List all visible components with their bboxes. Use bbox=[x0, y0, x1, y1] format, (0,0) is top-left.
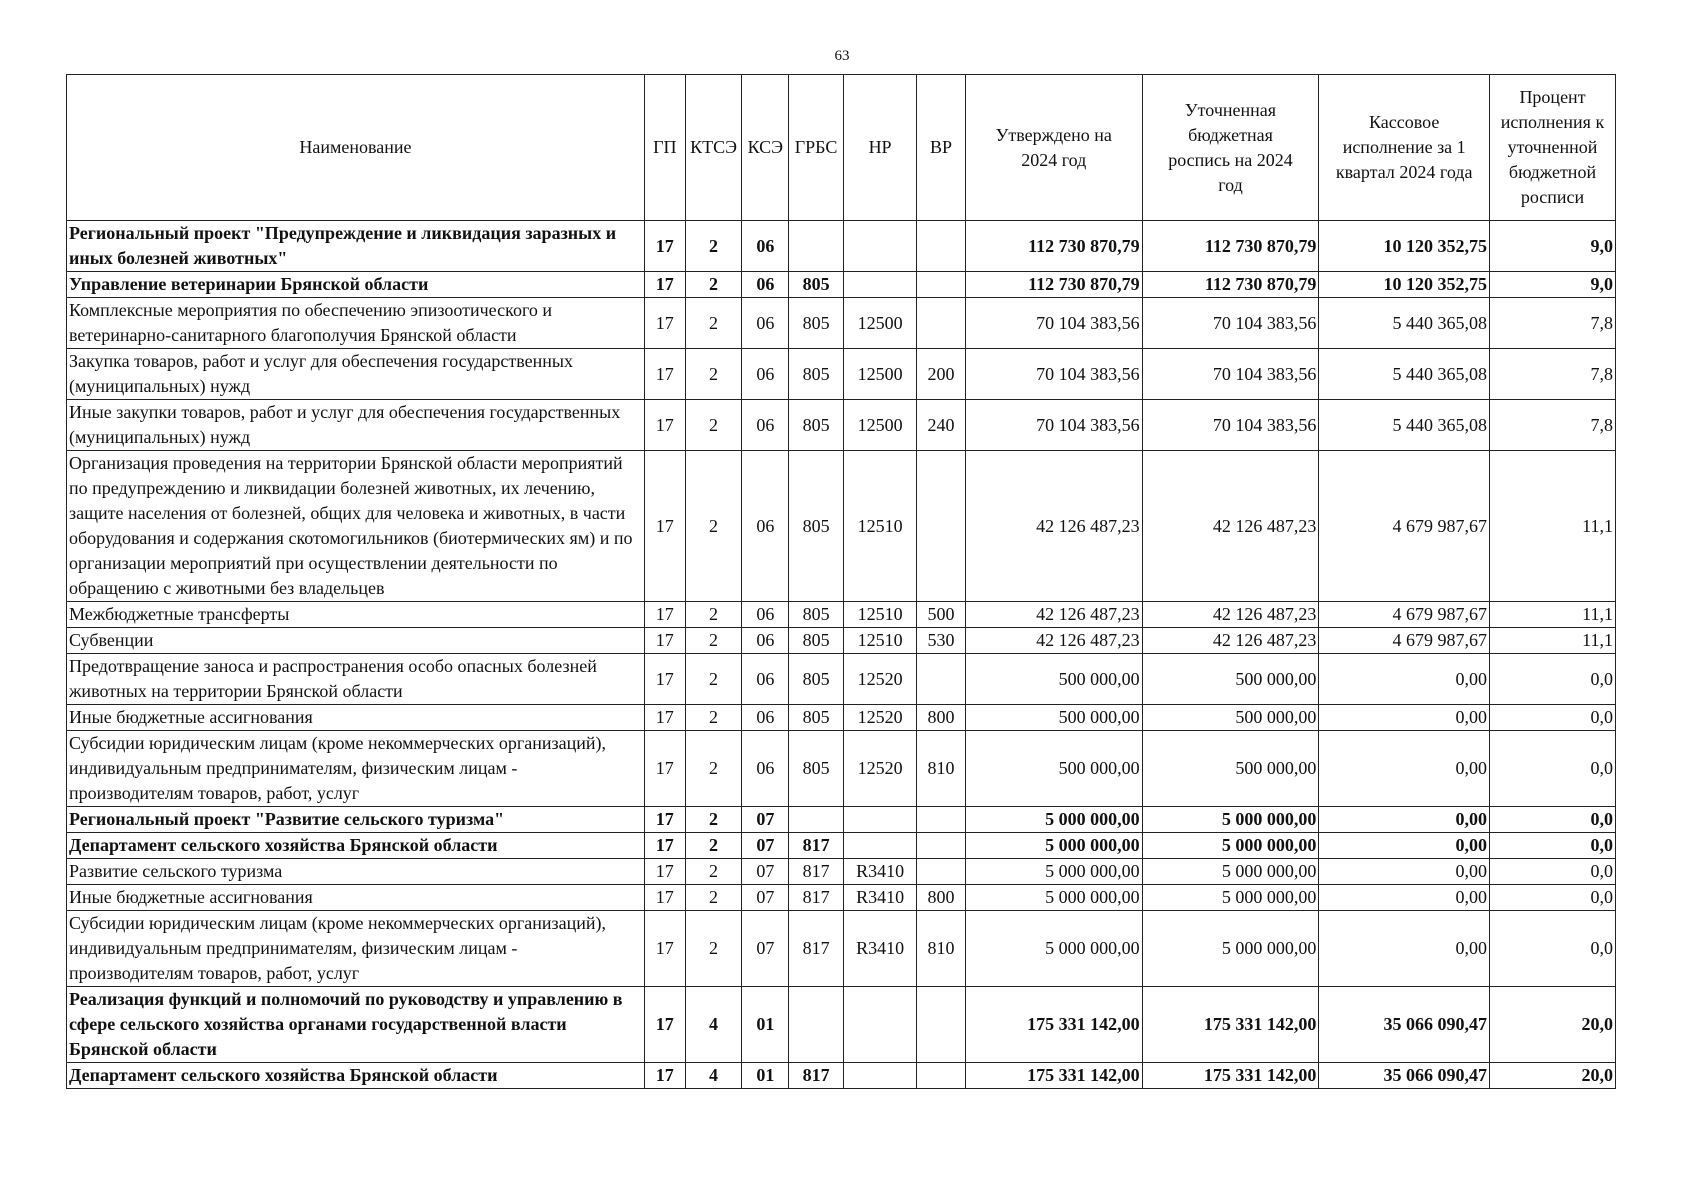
cell-approved: 500 000,00 bbox=[965, 654, 1142, 705]
table-row bbox=[67, 885, 1616, 911]
cell-gp: 17 bbox=[644, 859, 685, 885]
cell-name: Департамент сельского хозяйства Брянской области bbox=[67, 833, 645, 859]
cell-vr: 530 bbox=[917, 628, 966, 654]
cell-cash: 0,00 bbox=[1319, 705, 1490, 731]
cell-name: Субсидии юридическим лицам (кроме некоммерческих организаций), индивидуальным предпринимателям, физическим лицам - производителям товаров, работ, услуг bbox=[67, 911, 645, 987]
cell-ktse: 2 bbox=[685, 833, 742, 859]
cell-vr: 800 bbox=[917, 705, 966, 731]
cell-kse: 07 bbox=[742, 911, 789, 987]
cell-ktse: 2 bbox=[685, 911, 742, 987]
table-row bbox=[67, 731, 1616, 807]
cell-refined: 500 000,00 bbox=[1142, 731, 1319, 807]
cell-nr bbox=[844, 1063, 917, 1089]
cell-cash: 0,00 bbox=[1319, 885, 1490, 911]
cell-ktse: 2 bbox=[685, 602, 742, 628]
cell-approved: 5 000 000,00 bbox=[965, 807, 1142, 833]
cell-ktse: 4 bbox=[685, 1063, 742, 1089]
cell-name: Межбюджетные трансферты bbox=[67, 602, 645, 628]
cell-vr bbox=[917, 807, 966, 833]
cell-approved: 70 104 383,56 bbox=[965, 298, 1142, 349]
cell-nr bbox=[844, 272, 917, 298]
header-refined: Уточненная бюджетная роспись на 2024 год bbox=[1142, 75, 1319, 221]
cell-kse: 06 bbox=[742, 628, 789, 654]
cell-grbs bbox=[789, 221, 844, 272]
cell-approved: 42 126 487,23 bbox=[965, 628, 1142, 654]
header-kse: КСЭ bbox=[742, 75, 789, 221]
cell-kse: 06 bbox=[742, 272, 789, 298]
cell-nr: 12510 bbox=[844, 628, 917, 654]
table-row bbox=[67, 911, 1616, 987]
cell-name: Организация проведения на территории Брянской области мероприятий по предупреждению и ликвидации болезней животных, их лечению, защите населения от болезней, общих для человека и животных, в части оборудования и содержания скотомогильников (биотермических ям) и по организации мероприятий при осуществлении деятельности по обращению с животными без владельцев bbox=[67, 451, 645, 602]
cell-gp: 17 bbox=[644, 451, 685, 602]
cell-percent: 0,0 bbox=[1490, 911, 1616, 987]
cell-refined: 500 000,00 bbox=[1142, 705, 1319, 731]
table-row bbox=[67, 221, 1616, 272]
cell-gp: 17 bbox=[644, 911, 685, 987]
cell-refined: 42 126 487,23 bbox=[1142, 628, 1319, 654]
cell-percent: 0,0 bbox=[1490, 833, 1616, 859]
cell-percent: 0,0 bbox=[1490, 885, 1616, 911]
cell-name: Иные бюджетные ассигнования bbox=[67, 705, 645, 731]
cell-name: Субсидии юридическим лицам (кроме некоммерческих организаций), индивидуальным предпринимателям, физическим лицам - производителям товаров, работ, услуг bbox=[67, 731, 645, 807]
cell-approved: 70 104 383,56 bbox=[965, 349, 1142, 400]
cell-grbs: 805 bbox=[789, 628, 844, 654]
cell-refined: 5 000 000,00 bbox=[1142, 807, 1319, 833]
cell-percent: 20,0 bbox=[1490, 987, 1616, 1063]
cell-refined: 175 331 142,00 bbox=[1142, 1063, 1319, 1089]
cell-approved: 175 331 142,00 bbox=[965, 987, 1142, 1063]
header-percent: Процент исполнения к уточненной бюджетной росписи bbox=[1490, 75, 1616, 221]
cell-percent: 7,8 bbox=[1490, 349, 1616, 400]
cell-nr bbox=[844, 987, 917, 1063]
cell-ktse: 2 bbox=[685, 451, 742, 602]
cell-ktse: 2 bbox=[685, 885, 742, 911]
cell-grbs: 817 bbox=[789, 1063, 844, 1089]
cell-ktse: 2 bbox=[685, 859, 742, 885]
cell-cash: 5 440 365,08 bbox=[1319, 298, 1490, 349]
cell-name: Реализация функций и полномочий по руководству и управлению в сфере сельского хозяйства органами государственной власти Брянской области bbox=[67, 987, 645, 1063]
cell-name: Региональный проект "Предупреждение и ликвидация заразных и иных болезней животных" bbox=[67, 221, 645, 272]
cell-grbs: 805 bbox=[789, 272, 844, 298]
cell-ktse: 2 bbox=[685, 731, 742, 807]
cell-vr: 800 bbox=[917, 885, 966, 911]
table-row bbox=[67, 298, 1616, 349]
cell-name: Департамент сельского хозяйства Брянской области bbox=[67, 1063, 645, 1089]
cell-nr: 12520 bbox=[844, 705, 917, 731]
cell-gp: 17 bbox=[644, 833, 685, 859]
cell-grbs: 805 bbox=[789, 451, 844, 602]
cell-approved: 70 104 383,56 bbox=[965, 400, 1142, 451]
cell-approved: 5 000 000,00 bbox=[965, 833, 1142, 859]
cell-kse: 06 bbox=[742, 654, 789, 705]
cell-refined: 5 000 000,00 bbox=[1142, 833, 1319, 859]
cell-kse: 07 bbox=[742, 807, 789, 833]
cell-grbs: 805 bbox=[789, 731, 844, 807]
cell-grbs: 805 bbox=[789, 298, 844, 349]
cell-grbs: 817 bbox=[789, 833, 844, 859]
budget-execution-table bbox=[66, 74, 1616, 1089]
cell-kse: 07 bbox=[742, 885, 789, 911]
cell-name: Управление ветеринарии Брянской области bbox=[67, 272, 645, 298]
cell-cash: 35 066 090,47 bbox=[1319, 987, 1490, 1063]
cell-gp: 17 bbox=[644, 349, 685, 400]
cell-cash: 5 440 365,08 bbox=[1319, 400, 1490, 451]
cell-vr bbox=[917, 272, 966, 298]
header-grbs: ГРБС bbox=[789, 75, 844, 221]
cell-grbs: 805 bbox=[789, 602, 844, 628]
cell-vr: 240 bbox=[917, 400, 966, 451]
table-row bbox=[67, 1063, 1616, 1089]
table-row bbox=[67, 654, 1616, 705]
cell-name: Иные закупки товаров, работ и услуг для обеспечения государственных (муниципальных) нужд bbox=[67, 400, 645, 451]
cell-approved: 42 126 487,23 bbox=[965, 602, 1142, 628]
cell-vr bbox=[917, 987, 966, 1063]
cell-nr: 12520 bbox=[844, 731, 917, 807]
cell-grbs: 805 bbox=[789, 400, 844, 451]
cell-refined: 42 126 487,23 bbox=[1142, 602, 1319, 628]
cell-cash: 10 120 352,75 bbox=[1319, 272, 1490, 298]
cell-nr bbox=[844, 221, 917, 272]
cell-ktse: 2 bbox=[685, 705, 742, 731]
cell-approved: 5 000 000,00 bbox=[965, 859, 1142, 885]
cell-gp: 17 bbox=[644, 1063, 685, 1089]
table-body bbox=[67, 221, 1616, 1089]
cell-vr: 500 bbox=[917, 602, 966, 628]
cell-refined: 112 730 870,79 bbox=[1142, 272, 1319, 298]
cell-ktse: 4 bbox=[685, 987, 742, 1063]
header-approved: Утверждено на 2024 год bbox=[965, 75, 1142, 221]
cell-percent: 9,0 bbox=[1490, 221, 1616, 272]
cell-grbs: 817 bbox=[789, 859, 844, 885]
page-number: 63 bbox=[834, 48, 850, 64]
table-row bbox=[67, 833, 1616, 859]
table-header-row bbox=[67, 75, 1616, 221]
cell-kse: 06 bbox=[742, 451, 789, 602]
header-vr: ВР bbox=[917, 75, 966, 221]
cell-nr: R3410 bbox=[844, 859, 917, 885]
table-row bbox=[67, 628, 1616, 654]
cell-refined: 70 104 383,56 bbox=[1142, 400, 1319, 451]
cell-gp: 17 bbox=[644, 885, 685, 911]
cell-ktse: 2 bbox=[685, 400, 742, 451]
cell-approved: 42 126 487,23 bbox=[965, 451, 1142, 602]
cell-cash: 4 679 987,67 bbox=[1319, 451, 1490, 602]
cell-kse: 06 bbox=[742, 731, 789, 807]
cell-name: Иные бюджетные ассигнования bbox=[67, 885, 645, 911]
cell-gp: 17 bbox=[644, 654, 685, 705]
cell-vr: 200 bbox=[917, 349, 966, 400]
cell-nr: R3410 bbox=[844, 885, 917, 911]
cell-kse: 07 bbox=[742, 859, 789, 885]
cell-cash: 4 679 987,67 bbox=[1319, 602, 1490, 628]
cell-refined: 70 104 383,56 bbox=[1142, 298, 1319, 349]
cell-percent: 0,0 bbox=[1490, 807, 1616, 833]
header-gp: ГП bbox=[644, 75, 685, 221]
cell-gp: 17 bbox=[644, 602, 685, 628]
cell-gp: 17 bbox=[644, 400, 685, 451]
cell-refined: 112 730 870,79 bbox=[1142, 221, 1319, 272]
cell-vr bbox=[917, 221, 966, 272]
cell-percent: 11,1 bbox=[1490, 451, 1616, 602]
cell-vr bbox=[917, 654, 966, 705]
cell-kse: 06 bbox=[742, 602, 789, 628]
cell-nr: 12500 bbox=[844, 349, 917, 400]
cell-ktse: 2 bbox=[685, 349, 742, 400]
cell-refined: 5 000 000,00 bbox=[1142, 911, 1319, 987]
cell-grbs bbox=[789, 807, 844, 833]
cell-gp: 17 bbox=[644, 731, 685, 807]
cell-ktse: 2 bbox=[685, 654, 742, 705]
cell-kse: 06 bbox=[742, 298, 789, 349]
cell-approved: 500 000,00 bbox=[965, 705, 1142, 731]
cell-vr: 810 bbox=[917, 911, 966, 987]
cell-grbs: 805 bbox=[789, 654, 844, 705]
cell-cash: 0,00 bbox=[1319, 731, 1490, 807]
cell-refined: 5 000 000,00 bbox=[1142, 885, 1319, 911]
cell-name: Развитие сельского туризма bbox=[67, 859, 645, 885]
cell-vr bbox=[917, 1063, 966, 1089]
cell-approved: 5 000 000,00 bbox=[965, 911, 1142, 987]
cell-approved: 175 331 142,00 bbox=[965, 1063, 1142, 1089]
cell-name: Закупка товаров, работ и услуг для обеспечения государственных (муниципальных) нужд bbox=[67, 349, 645, 400]
header-name: Наименование bbox=[67, 75, 645, 221]
cell-grbs: 805 bbox=[789, 349, 844, 400]
cell-approved: 5 000 000,00 bbox=[965, 885, 1142, 911]
table-row bbox=[67, 349, 1616, 400]
table-row bbox=[67, 602, 1616, 628]
cell-gp: 17 bbox=[644, 298, 685, 349]
cell-kse: 06 bbox=[742, 349, 789, 400]
cell-cash: 4 679 987,67 bbox=[1319, 628, 1490, 654]
cell-kse: 01 bbox=[742, 1063, 789, 1089]
cell-nr: 12510 bbox=[844, 451, 917, 602]
cell-ktse: 2 bbox=[685, 272, 742, 298]
header-nr: НР bbox=[844, 75, 917, 221]
cell-refined: 5 000 000,00 bbox=[1142, 859, 1319, 885]
table-row bbox=[67, 272, 1616, 298]
cell-cash: 0,00 bbox=[1319, 654, 1490, 705]
cell-kse: 06 bbox=[742, 705, 789, 731]
cell-kse: 01 bbox=[742, 987, 789, 1063]
cell-vr: 810 bbox=[917, 731, 966, 807]
cell-gp: 17 bbox=[644, 705, 685, 731]
cell-gp: 17 bbox=[644, 221, 685, 272]
cell-refined: 70 104 383,56 bbox=[1142, 349, 1319, 400]
cell-name: Предотвращение заноса и распространения особо опасных болезней животных на территории Брянской области bbox=[67, 654, 645, 705]
cell-ktse: 2 bbox=[685, 807, 742, 833]
cell-percent: 7,8 bbox=[1490, 298, 1616, 349]
cell-nr bbox=[844, 807, 917, 833]
cell-name: Субвенции bbox=[67, 628, 645, 654]
cell-kse: 06 bbox=[742, 400, 789, 451]
cell-cash: 5 440 365,08 bbox=[1319, 349, 1490, 400]
cell-cash: 0,00 bbox=[1319, 859, 1490, 885]
cell-percent: 0,0 bbox=[1490, 731, 1616, 807]
cell-grbs: 817 bbox=[789, 885, 844, 911]
cell-approved: 500 000,00 bbox=[965, 731, 1142, 807]
cell-gp: 17 bbox=[644, 987, 685, 1063]
cell-refined: 500 000,00 bbox=[1142, 654, 1319, 705]
cell-nr: R3410 bbox=[844, 911, 917, 987]
cell-nr: 12520 bbox=[844, 654, 917, 705]
table-row bbox=[67, 705, 1616, 731]
cell-nr bbox=[844, 833, 917, 859]
cell-cash: 35 066 090,47 bbox=[1319, 1063, 1490, 1089]
cell-name: Комплексные мероприятия по обеспечению эпизоотического и ветеринарно-санитарного благополучия Брянской области bbox=[67, 298, 645, 349]
cell-percent: 9,0 bbox=[1490, 272, 1616, 298]
cell-vr bbox=[917, 451, 966, 602]
cell-percent: 11,1 bbox=[1490, 602, 1616, 628]
cell-ktse: 2 bbox=[685, 628, 742, 654]
cell-grbs: 817 bbox=[789, 911, 844, 987]
cell-approved: 112 730 870,79 bbox=[965, 272, 1142, 298]
cell-gp: 17 bbox=[644, 628, 685, 654]
cell-approved: 112 730 870,79 bbox=[965, 221, 1142, 272]
table-row bbox=[67, 807, 1616, 833]
cell-vr bbox=[917, 859, 966, 885]
cell-refined: 175 331 142,00 bbox=[1142, 987, 1319, 1063]
cell-vr bbox=[917, 833, 966, 859]
cell-percent: 0,0 bbox=[1490, 859, 1616, 885]
cell-kse: 06 bbox=[742, 221, 789, 272]
cell-percent: 11,1 bbox=[1490, 628, 1616, 654]
cell-gp: 17 bbox=[644, 807, 685, 833]
cell-grbs bbox=[789, 987, 844, 1063]
cell-cash: 0,00 bbox=[1319, 833, 1490, 859]
cell-ktse: 2 bbox=[685, 298, 742, 349]
table-row bbox=[67, 859, 1616, 885]
cell-percent: 0,0 bbox=[1490, 654, 1616, 705]
cell-gp: 17 bbox=[644, 272, 685, 298]
cell-nr: 12500 bbox=[844, 298, 917, 349]
cell-nr: 12500 bbox=[844, 400, 917, 451]
cell-name: Региональный проект "Развитие сельского туризма" bbox=[67, 807, 645, 833]
cell-cash: 0,00 bbox=[1319, 911, 1490, 987]
cell-percent: 0,0 bbox=[1490, 705, 1616, 731]
cell-cash: 10 120 352,75 bbox=[1319, 221, 1490, 272]
header-ktse: КТСЭ bbox=[685, 75, 742, 221]
cell-ktse: 2 bbox=[685, 221, 742, 272]
header-cash: Кассовое исполнение за 1 квартал 2024 года bbox=[1319, 75, 1490, 221]
cell-percent: 20,0 bbox=[1490, 1063, 1616, 1089]
cell-percent: 7,8 bbox=[1490, 400, 1616, 451]
table-row bbox=[67, 400, 1616, 451]
cell-kse: 07 bbox=[742, 833, 789, 859]
cell-vr bbox=[917, 298, 966, 349]
cell-nr: 12510 bbox=[844, 602, 917, 628]
table-row bbox=[67, 987, 1616, 1063]
table-row bbox=[67, 451, 1616, 602]
cell-cash: 0,00 bbox=[1319, 807, 1490, 833]
cell-grbs: 805 bbox=[789, 705, 844, 731]
cell-refined: 42 126 487,23 bbox=[1142, 451, 1319, 602]
